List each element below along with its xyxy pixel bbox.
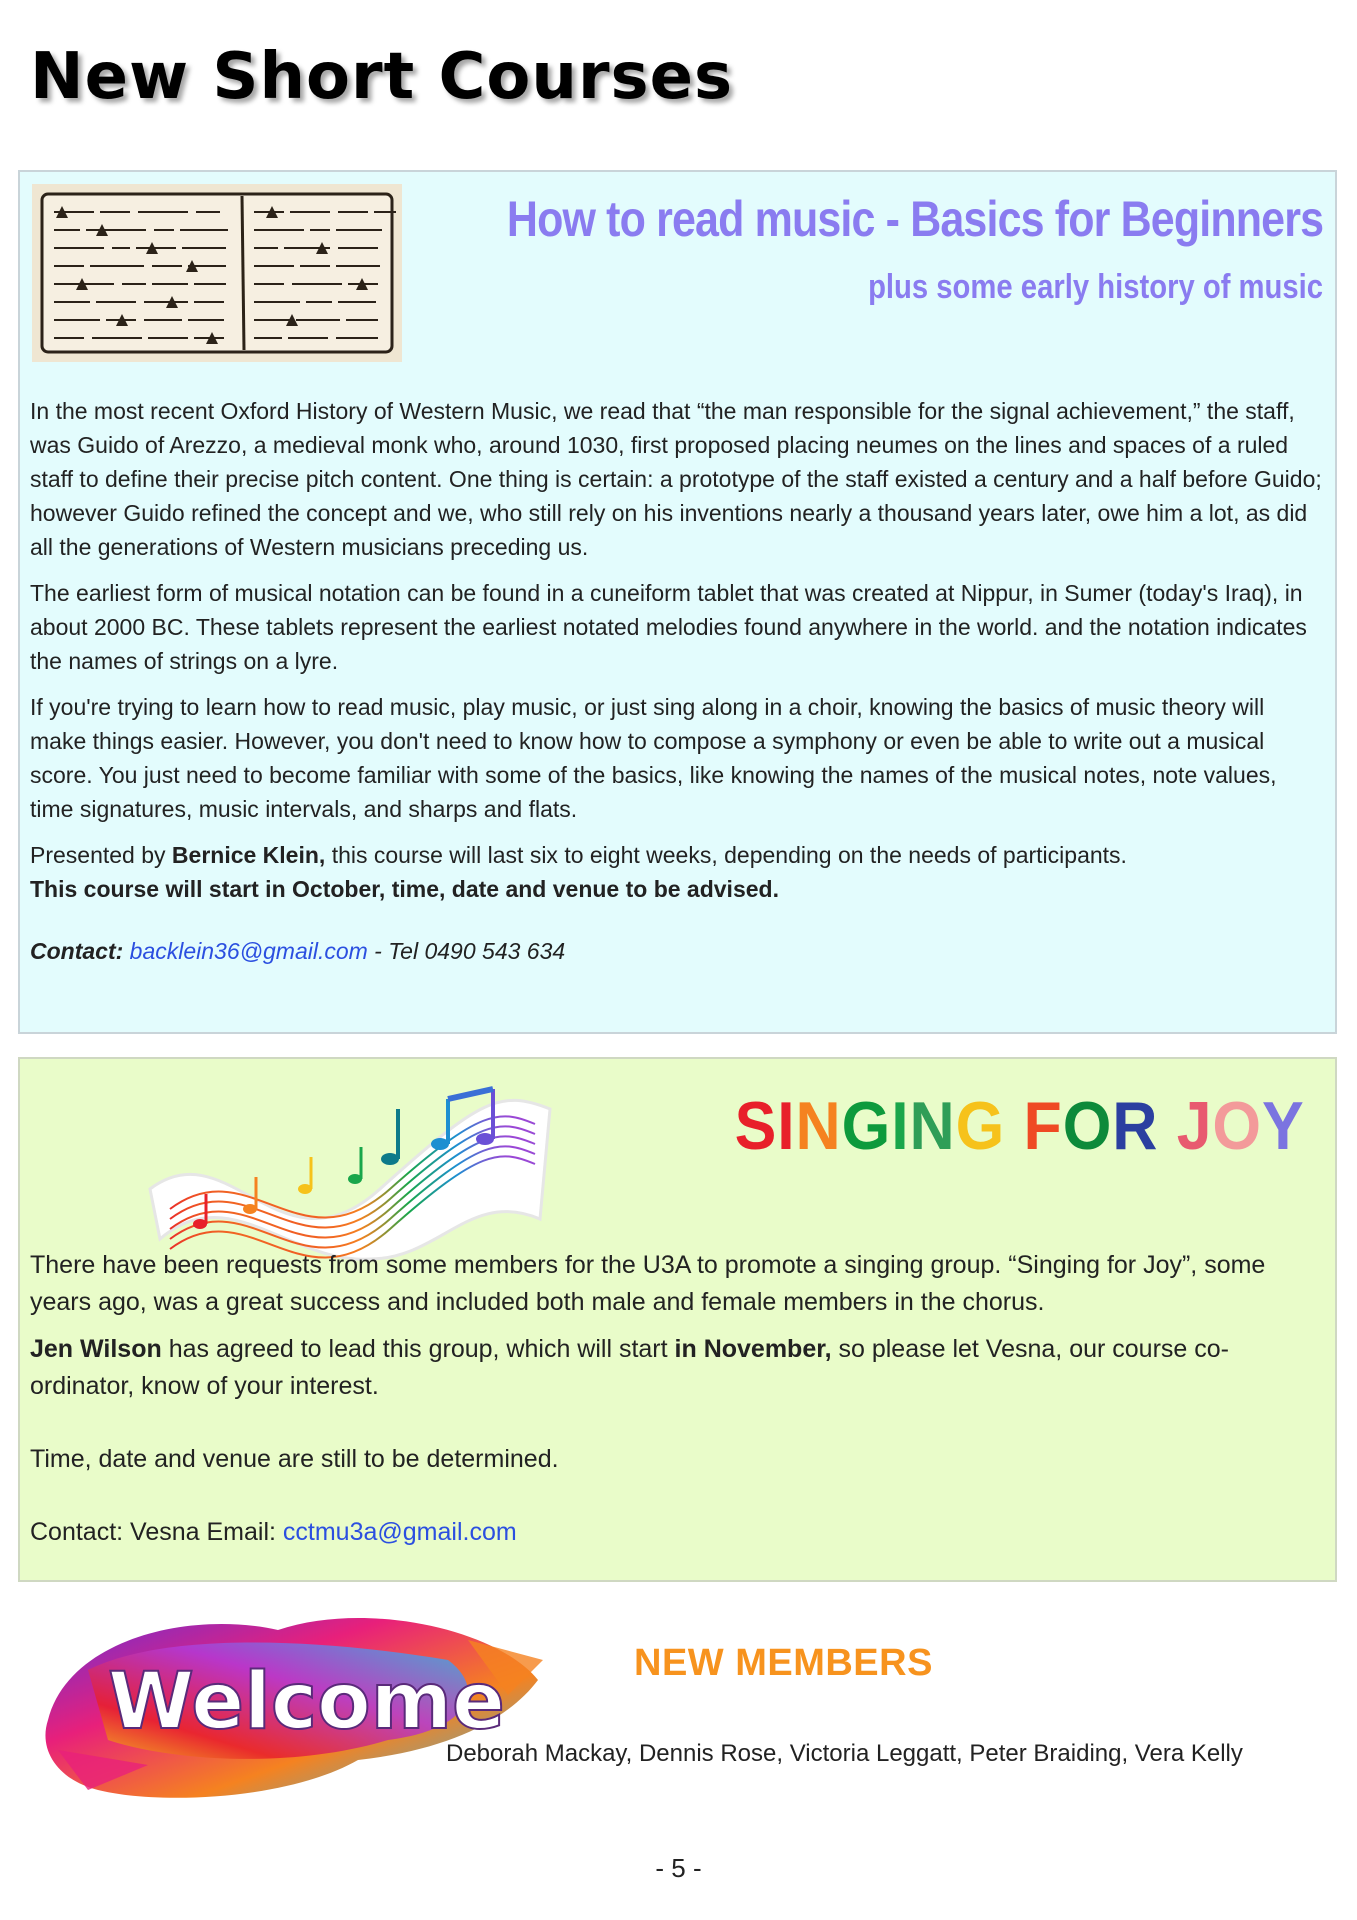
page-title: New Short Courses: [30, 40, 734, 114]
presenter-prefix: Presented by: [30, 842, 172, 868]
singing-contact-line: [30, 1514, 1330, 1551]
leader-text-end: so please let Vesna, our course co-ordinator, know of your interest.: [30, 1335, 1229, 1400]
welcome-text: Welcome: [108, 1657, 505, 1747]
singing-paragraph: Time, date and venue are still to be determined.: [30, 1445, 559, 1473]
title-letter: I: [777, 1088, 796, 1164]
music-course-body: [30, 394, 1325, 980]
cuneiform-tablet-image: [32, 184, 402, 362]
contact-label: Contact:: [30, 938, 124, 964]
presenter-line: [30, 838, 1325, 872]
singing-course-body: [30, 1247, 1330, 1561]
welcome-image: [28, 1600, 548, 1810]
start-month: in November,: [674, 1335, 832, 1363]
start-notice: This course will start in October, time, date and venue to be advised.: [30, 876, 779, 902]
leader-name: Jen Wilson: [30, 1335, 162, 1363]
title-letter: F: [1023, 1088, 1064, 1164]
new-members-list: Deborah Mackay, Dennis Rose, Victoria Leggatt, Peter Braiding, Vera Kelly: [446, 1740, 1243, 1767]
singing-paragraph: [30, 1331, 1330, 1405]
presenter-suffix: this course will last six to eight weeks, depending on the needs of participants.: [325, 842, 1127, 868]
title-letter: N: [795, 1088, 842, 1164]
singing-contact-prefix: Contact: Vesna Email:: [30, 1518, 283, 1546]
title-letter: [1006, 1088, 1024, 1164]
music-course-title: How to read music - Basics for Beginners: [506, 191, 1323, 247]
music-paragraph: If you're trying to learn how to read music, play music, or just sing along in a choir, knowing the basics of music theory will make things easier. However, you don't need to know how to compose a symphony or even be able to write out a musical score. You just need to become familiar with some of the basics, like knowing the names of the musical notes, note values, time signatures, music intervals, and sharps and flats.: [30, 694, 1277, 822]
title-letter: J: [1177, 1088, 1213, 1164]
title-letter: G: [955, 1088, 1006, 1164]
title-letter: O: [1212, 1088, 1263, 1164]
music-contact-line: [30, 934, 1325, 968]
title-letter: O: [1063, 1088, 1113, 1164]
title-letter: S: [734, 1088, 778, 1164]
music-paragraph: The earliest form of musical notation can be found in a cuneiform tablet that was created at Nippur, in Sumer (today's Iraq), in about 2000 BC. These tablets represent the earliest notated melodies found anywhere in the world. and the notation indicates the names of strings on a lyre.: [30, 580, 1307, 674]
music-course-box: [18, 170, 1337, 1034]
music-paragraph: In the most recent Oxford History of Western Music, we read that “the man responsible for the signal achievement,” the staff, was Guido of Arezzo, a medieval monk who, around 1030, first proposed placing neumes on the lines and spaces of a ruled staff to define their precise pitch content. One thing is certain: a prototype of the staff existed a century and a half before Guido; however Guido refined the concept and we, who still rely on his inventions nearly a thousand years later, owe him a lot, as did all the generations of Western musicians preceding us.: [30, 398, 1322, 560]
singing-course-box: [18, 1057, 1337, 1582]
music-contact-tel: - Tel 0490 543 634: [367, 938, 566, 964]
title-letter: N: [909, 1088, 956, 1164]
music-contact-email-link[interactable]: backlein36@gmail.com: [129, 938, 368, 964]
title-letter: Y: [1262, 1088, 1305, 1164]
singing-for-joy-title: [735, 1087, 1305, 1165]
title-letter: [1159, 1088, 1177, 1164]
singing-contact-email-link[interactable]: cctmu3a@gmail.com: [282, 1518, 517, 1546]
new-members-heading: NEW MEMBERS: [634, 1642, 933, 1684]
music-course-subtitle: plus some early history of music: [868, 268, 1323, 306]
presenter-name: Bernice Klein,: [171, 842, 326, 868]
title-letter: I: [891, 1088, 910, 1164]
music-notes-image: [140, 1069, 560, 1274]
title-letter: R: [1112, 1088, 1159, 1164]
page-number: - 5 -: [655, 1853, 702, 1883]
leader-text: has agreed to lead this group, which will start: [161, 1335, 675, 1363]
title-letter: G: [841, 1088, 892, 1164]
singing-paragraph: There have been requests from some members for the U3A to promote a singing group. “Singing for Joy”, some years ago, was a great success and included both male and female members in the chorus.: [30, 1251, 1266, 1316]
